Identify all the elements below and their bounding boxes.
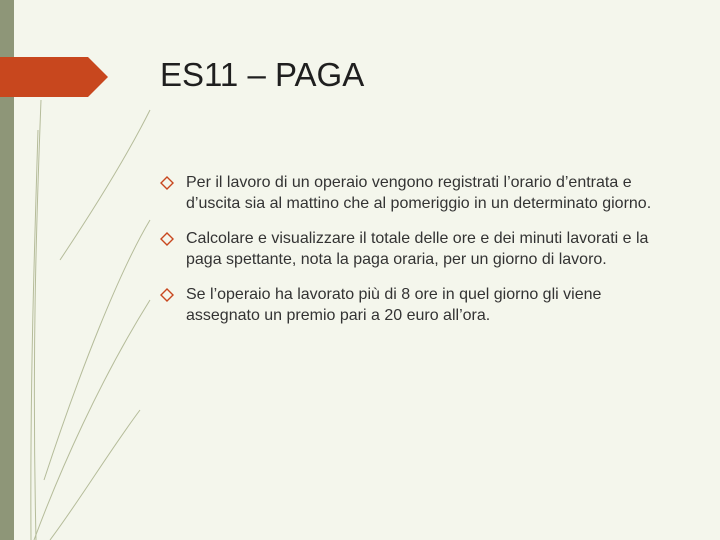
title-arrow-marker	[0, 0, 110, 100]
decor-curve-left	[34, 100, 41, 540]
decor-curve-upper	[60, 110, 150, 260]
diamond-bullet-icon	[160, 232, 174, 246]
slide-title: ES11 – PAGA	[160, 56, 365, 93]
decor-curve-bottom	[50, 410, 140, 540]
diamond-bullet-icon	[160, 288, 174, 302]
bullet-list	[160, 172, 660, 340]
bullet-item	[160, 228, 660, 270]
decor-curve-middle	[44, 220, 150, 480]
bullet-text: Se l’operaio ha lavorato più di 8 ore in quel giorno gli viene assegnato un premio pari a 20 euro all’ora.	[186, 286, 602, 324]
bullet-text: Per il lavoro di un operaio vengono registrati l’orario d’entrata e d’uscita sia al mattino che al pomeriggio in un determinato giorno.	[186, 174, 652, 212]
bullet-item	[160, 172, 660, 214]
bullet-text: Calcolare e visualizzare il totale delle ore e dei minuti lavorati e la paga spettante, nota la paga oraria, per un giorno di lavoro.	[186, 230, 649, 268]
diamond-bullet-icon	[160, 176, 174, 190]
bullet-item	[160, 284, 660, 326]
